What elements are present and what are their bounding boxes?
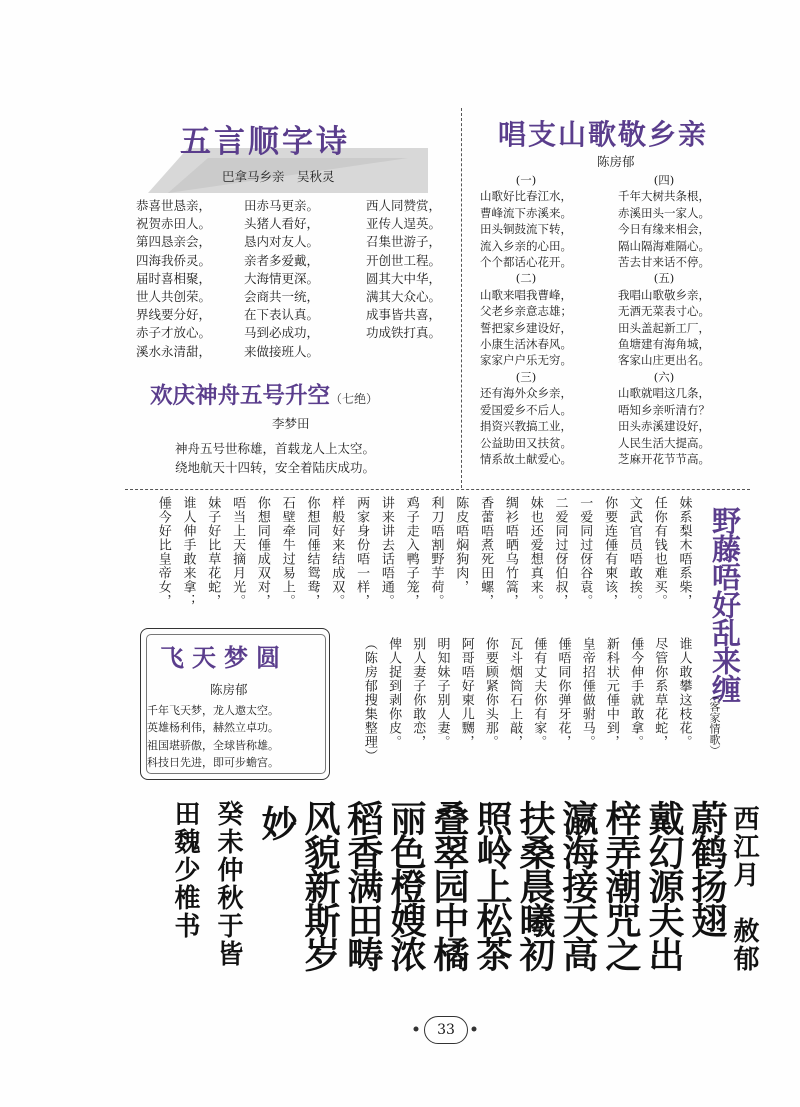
verse-number: (四) [653, 173, 675, 187]
poem-byline-feitian: 陈房郁 [210, 682, 248, 697]
calligraphy-column: 西江月 赦郁 [729, 805, 759, 973]
song-column-left [480, 172, 572, 467]
poem-line: 满其大众心。 [366, 289, 442, 305]
verse-line: 我唱山歌敬乡亲， [618, 287, 710, 302]
verse-line: 爱国爱乡不后人。 [480, 402, 572, 417]
poem-title-feitian: 飞天梦圆 [160, 643, 288, 672]
vertical-divider [461, 108, 462, 488]
calligraphy-column: 梓弄潮咒之 [600, 800, 642, 970]
poem-line: 召集世游子， [366, 234, 442, 250]
folksong-column: 你要顾紧你头那。 [482, 637, 498, 749]
poem-line: 神舟五号世称雄，首载龙人上太空。 [175, 441, 376, 456]
poem-line: 赤子才放心。 [136, 325, 212, 341]
folksong-column: 别人妻子你敢恋， [410, 637, 426, 749]
folksong-column: 鸡子走入鸭子笼， [403, 496, 419, 608]
folksong-column: 石壁牵牛过易上。 [279, 496, 295, 608]
folksong-column: （陈房郁搜集整理） [361, 637, 377, 763]
poem-line: 届时喜相聚， [136, 270, 212, 286]
folksong-column: 讲来讲去话唔通。 [378, 496, 394, 608]
folksong-column: 你想同倕结鸳鸯， [304, 496, 320, 608]
poem-body-wuyan [136, 197, 496, 361]
verse-line: 山歌好比春江水， [480, 189, 572, 204]
poem-line: 恭喜世恳亲， [136, 198, 212, 213]
folksong-column: 妹系梨木唔系柴， [676, 496, 692, 608]
poem-line: 开创世工程。 [366, 252, 442, 268]
song-column-right [618, 172, 710, 467]
folksong-column: 唔当上天摘月光。 [230, 496, 246, 608]
poem-byline-shenzhou: 李梦田 [272, 416, 310, 431]
folksong-column: 一爱同过伢谷袁。 [577, 496, 593, 608]
verse-line: 公益助田又扶贫。 [480, 435, 572, 450]
folksong-column: 倕今伸手就敢拿。 [628, 637, 644, 749]
folksong-column: 妹子好比草花蛇， [205, 496, 221, 608]
calligraphy-artwork [130, 795, 775, 985]
verse-line: 田头盖起新工厂， [618, 320, 710, 335]
page-number: 33 [424, 1016, 468, 1044]
verse-line: 客家山庄更出名。 [618, 353, 710, 368]
verse-line: 人民生活大提高。 [618, 435, 710, 450]
poem-line: 圆其大中华， [366, 270, 442, 286]
poem-line: 绕地航天十四转，安全着陆庆成功。 [175, 460, 376, 475]
folksong-column: 尽管你系草花蛇， [652, 637, 668, 749]
poem-line: 祖国堪骄傲，全球皆称雄。 [147, 738, 279, 752]
folksong-column: 你要连倕有柬该， [602, 496, 618, 608]
poem-body-shenzhou [175, 439, 375, 477]
calligraphy-column: 叠翠园中橘 [428, 800, 470, 970]
poem-line: 祝贺赤田人。 [136, 216, 212, 232]
verse-line: 赤溪田头一家人。 [618, 205, 710, 220]
verse-line: 山歌来唱我曹峰， [480, 287, 572, 302]
poem-line: 恳内对友人。 [244, 234, 320, 250]
verse-line: 小康生活沐春风。 [480, 337, 572, 352]
song-byline: 陈房郁 [597, 154, 635, 169]
folksong-column: 皇帝招倕做驸马。 [579, 637, 595, 749]
poem-line: 科技日先进，即可步蟾宫。 [147, 756, 279, 770]
folksong-column: 谁人敢攀这枝花。 [676, 637, 692, 749]
song-title: 唱支山歌敬乡亲 [498, 118, 709, 151]
calligraphy-column: 风貌新斯岁 [299, 800, 341, 970]
verse-line: 曹峰流下赤溪来。 [480, 205, 572, 220]
poem-line: 来做接班人。 [244, 343, 320, 359]
folksong-subtitle: （客家情歌） [708, 690, 721, 756]
verse-line: 隔山隔海难隔心。 [618, 238, 710, 253]
verse-line: 捐资兴教搞工业， [480, 419, 572, 434]
calligraphy-column: 蔚鹤扬翅 [686, 800, 728, 936]
folksong-column: 二爱同过伢伯叔， [552, 496, 568, 608]
folksong-column: 俾人捉到剥你皮。 [386, 637, 402, 749]
calligraphy-column: 戴幻源夫出 [643, 800, 685, 970]
verse-line: 田头铜鼓流下转， [480, 222, 572, 237]
folksong-column: 样般好来结成双。 [329, 496, 345, 608]
calligraphy-column: 丽色橙嫂浓 [385, 800, 427, 970]
poem-line: 成事皆共喜， [366, 307, 442, 323]
folksong-column: 谁人伸手敢来拿； [180, 496, 196, 608]
poem-body-feitian [147, 702, 279, 772]
calligraphy-column: 稻香满田畴 [342, 800, 384, 970]
poem-line: 千年飞天梦，龙人遨太空。 [147, 704, 279, 717]
verse-line: 田头赤溪建设好， [618, 419, 710, 434]
calligraphy-column: 田魏少椎书 [170, 800, 200, 940]
verse-line: 誓把家乡建设好， [480, 320, 572, 335]
poem-title-wuyan: 五言顺字诗 [180, 124, 350, 160]
folksong-column: 妹也还爱想真来。 [527, 496, 543, 608]
verse-line: 今日有缘来相会， [618, 222, 710, 237]
poem-line: 会商共一统， [244, 289, 320, 305]
folksong-column: 倕唔同你弹牙花， [555, 637, 571, 749]
calligraphy-column: 癸未仲秋于皆 [213, 800, 243, 968]
poem-line: 大海情更深。 [244, 270, 320, 286]
folksong-title: 野藤唔好乱来缠 [708, 506, 742, 702]
folksong-column: 倕有丈夫你有家。 [531, 637, 547, 749]
verse-line: 唔知乡亲听清冇？ [618, 402, 710, 417]
poem-line [366, 343, 496, 361]
folksong-column: 瓦斗烟筒石上敲， [507, 637, 523, 749]
verse-line: 还有海外众乡亲， [480, 386, 572, 401]
poem-title-note: （七绝） [330, 392, 379, 406]
calligraphy-column: 瀛海接天高 [557, 800, 599, 970]
poem-line: 马到必成功， [244, 325, 320, 341]
poem-line: 亲者多爱戴， [244, 252, 320, 268]
horizontal-divider [125, 489, 750, 490]
calligraphy-column: 扶桑晨曦初 [514, 800, 556, 970]
verse-number: (一) [515, 173, 537, 187]
folksong-column: 阿哥唔好柬儿嬲， [458, 637, 474, 749]
poem-line: 界线要分好， [136, 307, 212, 323]
folksong-column: 任你有钱也难买。 [651, 496, 667, 608]
verse-line: 个个都话心花开。 [480, 255, 572, 270]
folksong-column: 倕今好比皇帝女， [155, 496, 171, 608]
poem-line: 溪水永清甜， [136, 343, 212, 359]
verse-line: 家家户户乐无穷。 [480, 353, 572, 368]
calligraphy-column: 妙 [256, 805, 298, 839]
folksong-column: 陈皮唔焖狗肉， [453, 496, 469, 594]
folksong-column: 绸衫唔晒乌竹篙， [502, 496, 518, 608]
verse-line: 鱼塘建有海角城， [618, 337, 710, 352]
verse-line: 情系故土献爱心。 [480, 451, 572, 466]
poem-line: 英雄杨利伟，赫然立卓功。 [147, 721, 279, 735]
poem-line: 西人同赞赏， [366, 198, 442, 213]
verse-number: (二) [515, 271, 537, 286]
calligraphy-column: 照岭上松茶 [471, 800, 513, 970]
verse-line: 无酒无菜表寸心。 [618, 304, 710, 319]
poem-line: 功成铁打真。 [366, 325, 442, 341]
verse-line: 山歌就唱这几条， [618, 386, 710, 401]
poem-line: 田赤马更亲。 [244, 198, 320, 213]
poem-line: 世人共创荣。 [136, 289, 212, 305]
poem-line: 第四恳亲会， [136, 234, 212, 250]
verse-line: 苦去甘来话不停。 [618, 255, 710, 270]
verse-number: (六) [653, 369, 675, 384]
verse-line: 千年大树共条根， [618, 189, 710, 204]
folksong-column: 利刀唔割野芋荷。 [428, 496, 444, 608]
verse-number: (五) [653, 271, 675, 286]
folksong-column: 香蕾唔煮死田螺， [478, 496, 494, 608]
poem-byline-wuyan: 巴拿马乡亲 吴秋灵 [222, 169, 335, 184]
folksong-column: 新科状元倕中到， [603, 637, 619, 749]
folksong-column: 文武官员唔敢挨。 [626, 496, 642, 608]
verse-line: 父老乡亲意志雄； [480, 304, 572, 319]
poem-line: 头猪人看好， [244, 216, 320, 232]
poem-line: 在下表认真。 [244, 307, 320, 323]
poem-line: 亚传人逞英。 [366, 216, 442, 232]
verse-line: 芝麻开花节节高。 [618, 451, 710, 466]
folksong-column: 两家身份唔一样， [354, 496, 370, 608]
poem-line: 四海我侨灵。 [136, 252, 212, 268]
verse-number: (三) [515, 369, 537, 384]
folksong-column: 你想同倕成双对， [254, 496, 270, 608]
folksong-column: 明知妹子别人妻。 [434, 637, 450, 749]
poem-title-shenzhou: 欢庆神舟五号升空（七绝） [150, 383, 379, 409]
verse-line: 流入乡亲的心田。 [480, 238, 572, 253]
